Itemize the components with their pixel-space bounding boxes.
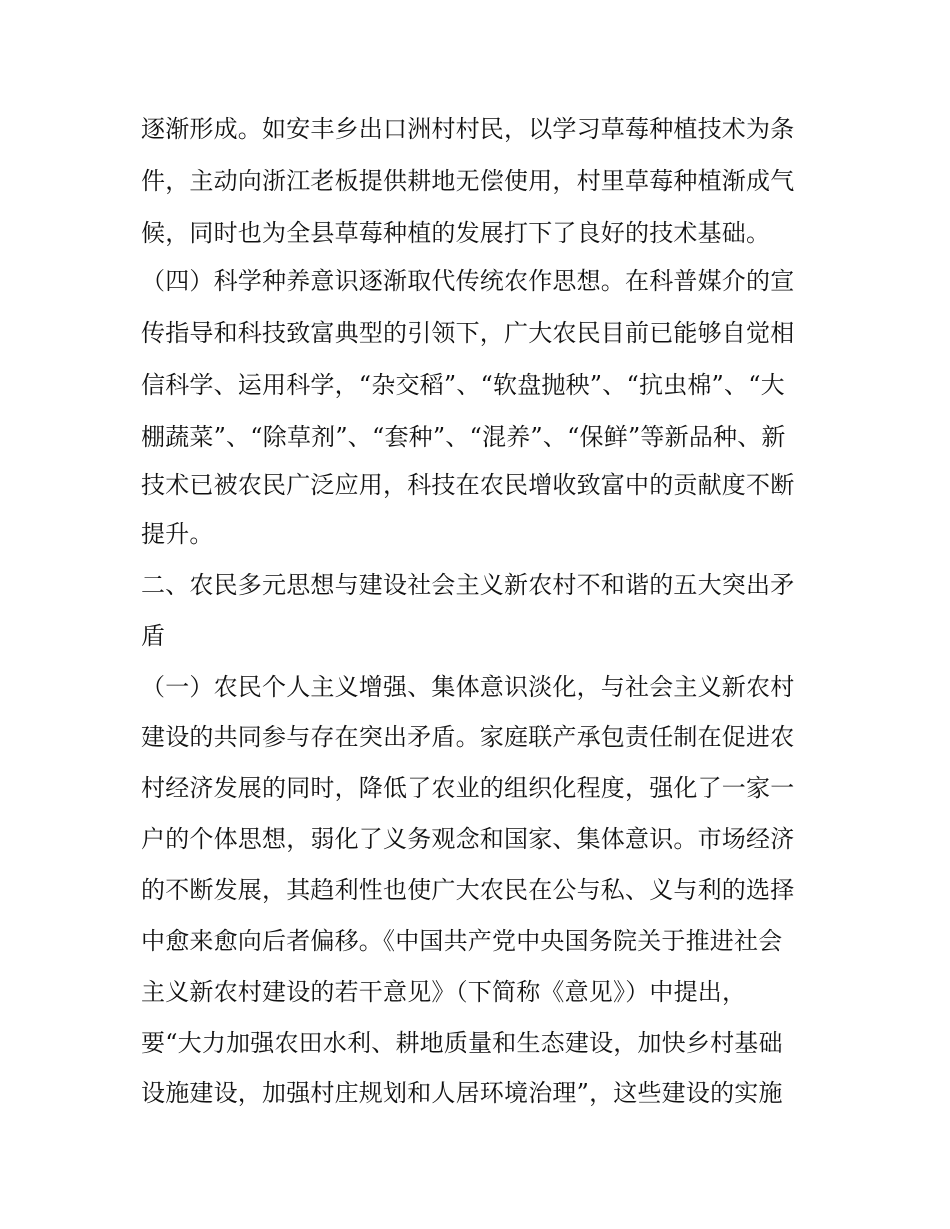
chapter-heading: 二、农民多元思想与建设社会主义新农村不和谐的五大突出矛 (141, 571, 795, 599)
text-line: 传指导和科技致富典型的引领下，广大农民目前已能够自觉相 (141, 319, 795, 347)
text-line: 逐渐形成。如安丰乡出口洲村村民，以学习草莓种植技术为条 (141, 115, 795, 143)
text-line: 建设的共同参与存在突出矛盾。家庭联产承包责任制在促进农 (141, 723, 795, 751)
section-heading: （一）农民个人主义增强、集体意识淡化，与社会主义新农村 (141, 673, 795, 701)
text-line: 件，主动向浙江老板提供耕地无偿使用，村里草莓种植渐成气 (141, 167, 795, 195)
chapter-heading-continued: 盾 (141, 622, 166, 650)
text-line: 主义新农村建设的若干意见》（下简称《意见》）中提出， (141, 978, 747, 1006)
section-heading: （四）科学种养意识逐渐取代传统农作思想。在科普媒介的宣 (141, 267, 795, 295)
text-line: 户的个体思想，弱化了义务观念和国家、集体意识。市场经济 (141, 825, 795, 853)
text-line: 候，同时也为全县草莓种植的发展打下了良好的技术基础。 (141, 219, 771, 247)
text-line: 提升。 (141, 520, 214, 548)
text-line: 棚蔬菜”、“除草剂”、“套种”、“混养”、“保鲜”等新品种、新 (141, 423, 786, 451)
text-line: 的不断发展，其趋利性也使广大农民在公与私、义与利的选择 (141, 876, 795, 904)
text-line: 要“大力加强农田水利、耕地质量和生态建设，加快乡村基础 (141, 1029, 783, 1057)
text-line: 村经济发展的同时，降低了农业的组织化程度，强化了一家一 (141, 774, 795, 802)
text-line: 设施建设，加强村庄规划和人居环境治理”，这些建设的实施 (141, 1079, 783, 1107)
text-line: 信科学、运用科学，“杂交稻”、“软盘抛秧”、“抗虫棉”、“大 (141, 371, 785, 399)
text-line: 中愈来愈向后者偏移。《中国共产党中央国务院关于推进社会 (141, 927, 783, 955)
text-line: 技术已被农民广泛应用，科技在农民增收致富中的贡献度不断 (141, 471, 795, 499)
